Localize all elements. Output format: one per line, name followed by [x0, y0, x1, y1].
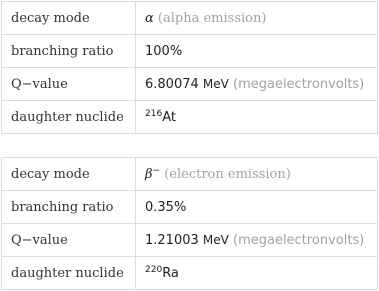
- branching-ratio-label: branching ratio: [2, 191, 136, 224]
- table-row: [2, 35, 378, 68]
- daughter-mass-number: 216: [145, 108, 163, 119]
- q-value-unit: MeV: [202, 232, 229, 247]
- decay-mode-description: (alpha emission): [157, 10, 267, 26]
- table-row: [2, 257, 378, 290]
- decay-mode-value: [136, 158, 378, 191]
- table-row: [2, 224, 378, 257]
- q-value-number: 1.21003: [145, 232, 199, 248]
- table-row: [2, 68, 378, 101]
- q-value-unit-description: (megaelectronvolts): [233, 76, 365, 92]
- table-row: [2, 101, 378, 134]
- daughter-nuclide-value: [136, 101, 378, 134]
- table-row: [2, 2, 378, 35]
- q-value-unit: MeV: [202, 76, 229, 91]
- q-value-number: 6.80074: [145, 76, 199, 92]
- q-value-unit-description: (megaelectronvolts): [233, 232, 365, 248]
- decay-mode-symbol: α: [145, 10, 154, 26]
- q-value-label: Q−value: [2, 224, 136, 257]
- branching-ratio-label: branching ratio: [2, 35, 136, 68]
- table-row: [2, 191, 378, 224]
- q-value-label: Q−value: [2, 68, 136, 101]
- daughter-nuclide-label: daughter nuclide: [2, 257, 136, 290]
- decay-mode-symbol-charge: −: [152, 165, 161, 176]
- decay-mode-label: decay mode: [2, 158, 136, 191]
- daughter-element-symbol: At: [162, 109, 176, 125]
- beta-decay-table: [1, 157, 378, 290]
- daughter-nuclide-value: [136, 257, 378, 290]
- q-value-cell: [136, 68, 378, 101]
- daughter-element-symbol: Ra: [162, 265, 179, 281]
- daughter-nuclide-label: daughter nuclide: [2, 101, 136, 134]
- q-value-cell: [136, 224, 378, 257]
- branching-ratio-value: 100%: [136, 35, 378, 68]
- table-row: [2, 158, 378, 191]
- branching-ratio-value: 0.35%: [136, 191, 378, 224]
- decay-mode-description: (electron emission): [164, 166, 291, 182]
- decay-mode-symbol: β: [145, 166, 153, 182]
- alpha-decay-table: [1, 1, 378, 134]
- decay-mode-label: decay mode: [2, 2, 136, 35]
- daughter-mass-number: 220: [145, 264, 163, 275]
- decay-mode-value: [136, 2, 378, 35]
